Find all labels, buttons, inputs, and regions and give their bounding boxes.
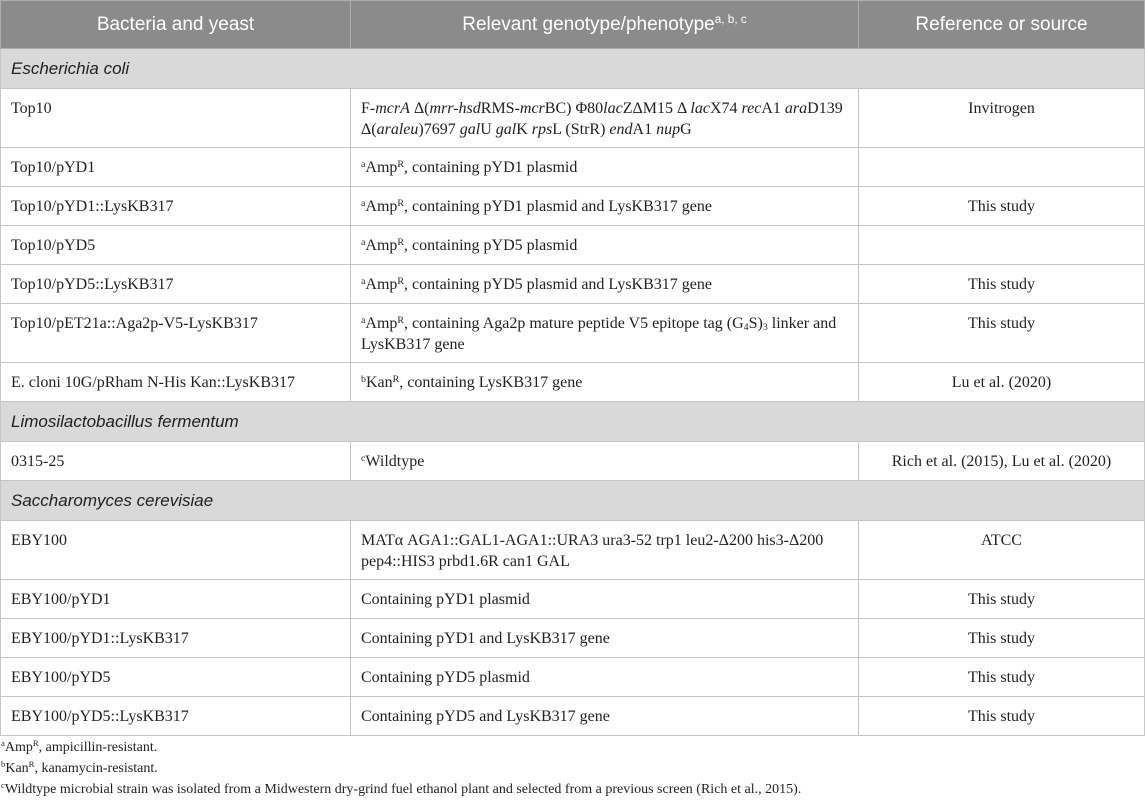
table-row: [1, 619, 1145, 658]
superscript-text: b: [1, 759, 6, 770]
table-head: [1, 1, 1145, 49]
table-row: [1, 89, 1145, 148]
superscript-text: a: [1, 738, 5, 749]
table-row: [1, 187, 1145, 226]
italic-text: mcr: [519, 100, 545, 117]
strain-cell: E. cloni 10G/pRham N-His Kan::LysKB317: [1, 363, 351, 402]
superscript-text: a: [361, 158, 366, 170]
table-row: [1, 148, 1145, 187]
strain-cell: EBY100/pYD1: [1, 580, 351, 619]
reference-cell: Lu et al. (2020): [859, 363, 1145, 402]
superscript-text: c: [361, 452, 366, 464]
strain-cell: Top10/pYD1::LysKB317: [1, 187, 351, 226]
superscript-text: a: [361, 236, 366, 248]
table-body: [1, 49, 1145, 736]
genotype-cell: $^a$Amp$^R$, containing Aga2p mature peptide V5 epitope tag $(G_4S)_3$ linker and LysKB317 gene: [351, 304, 859, 363]
strain-cell: Top10/pYD1: [1, 148, 351, 187]
strain-cell: Top10/pET21a::Aga2p-V5-LysKB317: [1, 304, 351, 363]
genotype-cell: Containing pYD5 plasmid: [351, 658, 859, 697]
reference-cell: This study: [859, 697, 1145, 736]
genotype-cell: F-mcrA Δ(mrr-hsdRMS-mcrBC) Φ80lacZΔM15 Δ lacX74 recA1 araD139 Δ(araleu)7697 galU galK rpsL (StrR) endA1 nupG: [351, 89, 859, 148]
genotype-cell: Containing pYD5 and LysKB317 gene: [351, 697, 859, 736]
footnote-c: $^c$Wildtype microbial strain was isolated from a Midwestern dry-grind fuel ethanol plant and selected from a previous screen (Rich et al., 2015).: [1, 780, 802, 797]
table-row: [1, 363, 1145, 402]
footnote-b: $^b$Kan$^R$, kanamycin-resistant.: [1, 759, 158, 776]
strain-cell: Top10/pYD5: [1, 226, 351, 265]
strain-cell: 0315-25: [1, 442, 351, 481]
section-row-saccharomyces-cerevisiae: [1, 481, 1145, 521]
strain-cell: EBY100/pYD5::LysKB317: [1, 697, 351, 736]
subscript-text: 3: [762, 322, 768, 334]
genotype-cell: $^b$Kan$^R$, containing LysKB317 gene: [351, 363, 859, 402]
column-header-strain: Bacteria and yeast: [1, 1, 351, 49]
italic-text: mcrA: [375, 100, 410, 117]
italic-text: nup: [656, 121, 681, 138]
superscript-text: R: [392, 373, 400, 385]
section-title: Saccharomyces cerevisiae: [1, 481, 1145, 521]
strain-cell: Top10/pYD5::LysKB317: [1, 265, 351, 304]
superscript-text: b: [361, 373, 366, 385]
reference-cell: This study: [859, 658, 1145, 697]
superscript-text: R: [397, 275, 405, 287]
superscript-text: R: [28, 759, 35, 770]
genotype-cell: $^a$Amp$^R$, containing pYD1 plasmid: [351, 148, 859, 187]
superscript-text: R: [397, 314, 405, 326]
italic-text: araleu: [376, 121, 419, 138]
italic-text: gal: [459, 121, 481, 138]
italic-text: mrr-hsd: [429, 100, 481, 117]
italic-text: end: [609, 121, 633, 138]
section-title: Limosilactobacillus fermentum: [1, 402, 1145, 442]
table-row: [1, 265, 1145, 304]
italic-text: ara: [784, 100, 808, 117]
table-row: [1, 580, 1145, 619]
footnote-a: $^a$Amp$^R$, ampicillin-resistant.: [1, 738, 158, 755]
genotype-cell: $^a$Amp$^R$, containing pYD1 plasmid and LysKB317 gene: [351, 187, 859, 226]
column-header-genotype: Relevant genotype/phenotype$^{a, b, c}$: [351, 1, 859, 49]
italic-text: lac: [603, 100, 623, 117]
table-row: [1, 226, 1145, 265]
reference-cell: This study: [859, 265, 1145, 304]
superscript-text: R: [32, 738, 39, 749]
superscript-text: R: [397, 197, 405, 209]
superscript-text: R: [397, 236, 405, 248]
italic-text: gal: [495, 121, 517, 138]
italic-text: rec: [741, 100, 762, 117]
genotype-cell: MATα AGA1::GAL1-AGA1::URA3 ura3-52 trp1 leu2-Δ200 his3-Δ200 pep4::HIS3 prbd1.6R can1 GAL: [351, 521, 859, 580]
table-row: [1, 697, 1145, 736]
genotype-cell: $^a$Amp$^R$, containing pYD5 plasmid and LysKB317 gene: [351, 265, 859, 304]
reference-cell: [859, 226, 1145, 265]
italic-text: lac: [690, 100, 710, 117]
table-row: [1, 442, 1145, 481]
column-header-reference: Reference or source: [859, 1, 1145, 49]
table-row: [1, 521, 1145, 580]
superscript-text: R: [397, 158, 405, 170]
header-row: [1, 1, 1145, 49]
genotype-cell: $^a$Amp$^R$, containing pYD5 plasmid: [351, 226, 859, 265]
superscript-text: a, b, c: [714, 13, 747, 27]
superscript-text: c: [1, 780, 5, 791]
strain-cell: EBY100/pYD1::LysKB317: [1, 619, 351, 658]
strain-cell: EBY100/pYD5: [1, 658, 351, 697]
section-row-limosilactobacillus-fermentum: [1, 402, 1145, 442]
superscript-text: a: [361, 314, 366, 326]
strain-cell: Top10: [1, 89, 351, 148]
reference-cell: This study: [859, 619, 1145, 658]
reference-cell: [859, 148, 1145, 187]
strain-cell: EBY100: [1, 521, 351, 580]
section-row-escherichia-coli: [1, 49, 1145, 89]
reference-cell: Invitrogen: [859, 89, 1145, 148]
section-title: Escherichia coli: [1, 49, 1145, 89]
superscript-text: a: [361, 275, 366, 287]
reference-cell: Rich et al. (2015), Lu et al. (2020): [859, 442, 1145, 481]
reference-cell: ATCC: [859, 521, 1145, 580]
genotype-cell: $^c$Wildtype: [351, 442, 859, 481]
table-row: [1, 304, 1145, 363]
subscript-text: 4: [743, 322, 749, 334]
superscript-text: a: [361, 197, 366, 209]
table-footnotes: [0, 736, 1141, 800]
reference-cell: This study: [859, 187, 1145, 226]
genotype-cell: Containing pYD1 and LysKB317 gene: [351, 619, 859, 658]
reference-cell: This study: [859, 580, 1145, 619]
reference-cell: This study: [859, 304, 1145, 363]
genotype-cell: Containing pYD1 plasmid: [351, 580, 859, 619]
table-row: [1, 658, 1145, 697]
italic-text: rps: [531, 121, 553, 138]
